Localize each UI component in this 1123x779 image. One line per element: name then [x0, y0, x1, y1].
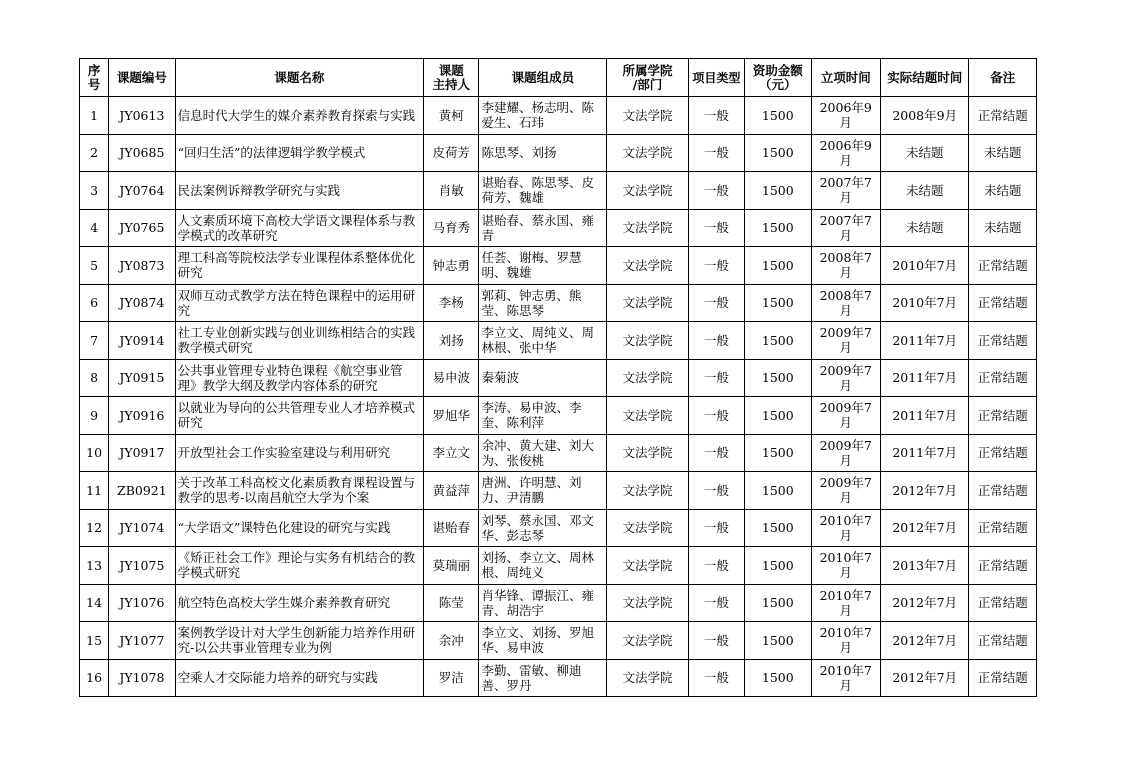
cell-amount: 1500	[745, 359, 811, 397]
cell-type: 一般	[688, 209, 744, 247]
table-row	[80, 472, 1037, 510]
cell-type: 一般	[688, 134, 744, 172]
table-row	[80, 134, 1037, 172]
cell-dept: 文法学院	[607, 622, 689, 660]
cell-amount: 1500	[745, 322, 811, 360]
cell-amount: 1500	[745, 134, 811, 172]
cell-amount: 1500	[745, 247, 811, 285]
cell-members	[479, 509, 607, 547]
cell-type: 一般	[688, 247, 744, 285]
cell-name	[175, 247, 424, 285]
cell-type: 一般	[688, 172, 744, 210]
cell-dept: 文法学院	[607, 547, 689, 585]
cell-members	[479, 134, 607, 172]
cell-note: 正常结题	[969, 434, 1037, 472]
cell-host: 刘扬	[424, 322, 479, 360]
cell-type: 一般	[688, 472, 744, 510]
header-seq: 序号	[80, 59, 109, 97]
project-table	[79, 58, 1037, 697]
cell-name	[175, 172, 424, 210]
cell-host: 肖敏	[424, 172, 479, 210]
cell-seq: 1	[80, 97, 109, 135]
cell-host: 余冲	[424, 622, 479, 660]
cell-end: 未结题	[880, 209, 969, 247]
cell-name-text: 开放型社会工作实验室建设与利用研究	[177, 445, 391, 461]
cell-end: 2010年7月	[880, 284, 969, 322]
cell-note: 正常结题	[969, 472, 1037, 510]
cell-host: 罗旭华	[424, 397, 479, 435]
cell-start: 2009年7月	[811, 472, 880, 510]
cell-note: 正常结题	[969, 359, 1037, 397]
cell-note: 未结题	[969, 209, 1037, 247]
cell-dept: 文法学院	[607, 397, 689, 435]
cell-dept: 文法学院	[607, 509, 689, 547]
cell-amount: 1500	[745, 434, 811, 472]
cell-code: JY0914	[109, 322, 175, 360]
cell-seq: 15	[80, 622, 109, 660]
header-amount	[745, 59, 811, 97]
table-row	[80, 397, 1037, 435]
cell-name	[175, 472, 424, 510]
cell-amount: 1500	[745, 97, 811, 135]
cell-note: 正常结题	[969, 322, 1037, 360]
cell-dept: 文法学院	[607, 284, 689, 322]
table-row	[80, 322, 1037, 360]
cell-seq: 2	[80, 134, 109, 172]
cell-host: 钟志勇	[424, 247, 479, 285]
header-dept	[607, 59, 689, 97]
cell-name	[175, 659, 424, 697]
cell-start: 2008年7月	[811, 284, 880, 322]
cell-name	[175, 584, 424, 622]
cell-code: JY0685	[109, 134, 175, 172]
cell-note: 未结题	[969, 134, 1037, 172]
cell-name	[175, 359, 424, 397]
cell-start: 2009年7月	[811, 322, 880, 360]
cell-members	[479, 472, 607, 510]
table-row	[80, 247, 1037, 285]
cell-seq: 12	[80, 509, 109, 547]
table-row	[80, 547, 1037, 585]
cell-end: 2011年7月	[880, 434, 969, 472]
cell-amount: 1500	[745, 284, 811, 322]
cell-dept: 文法学院	[607, 434, 689, 472]
cell-name-text: 社工专业创新实践与创业训练相结合的实践教学模式研究	[177, 325, 416, 356]
cell-members	[479, 659, 607, 697]
cell-start: 2006年9月	[811, 97, 880, 135]
cell-start: 2010年7月	[811, 584, 880, 622]
cell-host: 易申波	[424, 359, 479, 397]
cell-members	[479, 397, 607, 435]
cell-start: 2010年7月	[811, 509, 880, 547]
cell-code: JY1074	[109, 509, 175, 547]
cell-dept: 文法学院	[607, 659, 689, 697]
cell-seq: 10	[80, 434, 109, 472]
cell-host: 谌贻春	[424, 509, 479, 547]
table-row	[80, 584, 1037, 622]
cell-amount: 1500	[745, 397, 811, 435]
cell-type: 一般	[688, 659, 744, 697]
cell-host: 陈莹	[424, 584, 479, 622]
header-end: 实际结题时间	[880, 59, 969, 97]
cell-end: 2011年7月	[880, 397, 969, 435]
cell-note: 正常结题	[969, 247, 1037, 285]
cell-dept: 文法学院	[607, 172, 689, 210]
header-row	[80, 59, 1037, 97]
cell-type: 一般	[688, 584, 744, 622]
cell-seq: 16	[80, 659, 109, 697]
cell-dept: 文法学院	[607, 209, 689, 247]
cell-members-text: 谌贻春、蔡永国、雍青	[481, 212, 594, 243]
cell-host: 皮荷芳	[424, 134, 479, 172]
header-dept-line1: 所属学院	[622, 62, 673, 78]
cell-host: 莫瑞丽	[424, 547, 479, 585]
header-dept-line2: /部门	[632, 76, 663, 92]
cell-type: 一般	[688, 359, 744, 397]
header-members: 课题组成员	[479, 59, 607, 97]
cell-type: 一般	[688, 397, 744, 435]
cell-members-text: 陈思琴、刘扬	[481, 145, 557, 161]
cell-type: 一般	[688, 322, 744, 360]
cell-dept: 文法学院	[607, 322, 689, 360]
cell-members-text: 李立文、周纯义、周林根、张中华	[481, 325, 594, 356]
cell-type: 一般	[688, 622, 744, 660]
cell-note: 正常结题	[969, 547, 1037, 585]
cell-amount: 1500	[745, 547, 811, 585]
cell-type: 一般	[688, 97, 744, 135]
cell-start: 2009年7月	[811, 434, 880, 472]
cell-type: 一般	[688, 434, 744, 472]
cell-name-text: 以就业为导向的公共管理专业人才培养模式研究	[177, 400, 416, 431]
cell-name	[175, 547, 424, 585]
cell-amount: 1500	[745, 472, 811, 510]
cell-name-text: “回归生活”的法律逻辑学教学模式	[177, 145, 366, 161]
cell-name	[175, 284, 424, 322]
cell-members	[479, 284, 607, 322]
cell-members	[479, 97, 607, 135]
cell-members-text: 余冲、黄大建、刘大为、张俊桃	[481, 437, 594, 468]
cell-end: 2012年7月	[880, 659, 969, 697]
cell-seq: 9	[80, 397, 109, 435]
cell-name-text: 航空特色高校大学生媒介素养教育研究	[177, 595, 391, 611]
cell-code: JY0613	[109, 97, 175, 135]
cell-seq: 14	[80, 584, 109, 622]
header-type: 项目类型	[688, 59, 744, 97]
header-start: 立项时间	[811, 59, 880, 97]
cell-code: JY1075	[109, 547, 175, 585]
cell-start: 2008年7月	[811, 247, 880, 285]
header-host-line1: 课题	[438, 62, 464, 78]
cell-members	[479, 622, 607, 660]
cell-members	[479, 172, 607, 210]
cell-name-text: 信息时代大学生的媒介素养教育探索与实践	[177, 107, 416, 123]
header-code: 课题编号	[109, 59, 175, 97]
cell-members	[479, 584, 607, 622]
cell-amount: 1500	[745, 172, 811, 210]
cell-note: 正常结题	[969, 622, 1037, 660]
cell-members-text: 刘琴、蔡永国、邓文华、彭志琴	[481, 512, 594, 543]
header-host	[424, 59, 479, 97]
cell-members-text: 李立文、刘扬、罗旭华、易申波	[481, 625, 594, 656]
cell-start: 2007年7月	[811, 172, 880, 210]
cell-amount: 1500	[745, 622, 811, 660]
cell-name-text: 理工科高等院校法学专业课程体系整体优化研究	[177, 250, 416, 281]
cell-end: 2012年7月	[880, 622, 969, 660]
cell-name-text: 民法案例诉辩教学研究与实践	[177, 182, 341, 198]
cell-members	[479, 247, 607, 285]
cell-start: 2010年7月	[811, 622, 880, 660]
cell-members-text: 秦菊波	[481, 370, 519, 386]
cell-members-text: 刘扬、李立文、周林根、周纯义	[481, 550, 594, 581]
header-note: 备注	[969, 59, 1037, 97]
cell-code: JY0916	[109, 397, 175, 435]
header-host-line2: 主持人	[432, 76, 471, 92]
cell-end: 未结题	[880, 134, 969, 172]
cell-code: JY0873	[109, 247, 175, 285]
cell-note: 正常结题	[969, 284, 1037, 322]
cell-seq: 8	[80, 359, 109, 397]
cell-note: 正常结题	[969, 584, 1037, 622]
cell-amount: 1500	[745, 584, 811, 622]
table-row	[80, 97, 1037, 135]
cell-end: 2012年7月	[880, 584, 969, 622]
cell-code: JY0874	[109, 284, 175, 322]
cell-start: 2007年7月	[811, 209, 880, 247]
cell-end: 2013年7月	[880, 547, 969, 585]
cell-name	[175, 509, 424, 547]
cell-name	[175, 397, 424, 435]
cell-amount: 1500	[745, 509, 811, 547]
cell-name-text: 案例教学设计对大学生创新能力培养作用研究-以公共事业管理专业为例	[177, 625, 416, 656]
cell-dept: 文法学院	[607, 134, 689, 172]
header-amount-line2: （元）	[759, 76, 797, 92]
cell-members-text: 谌贻春、陈思琴、皮荷芳、魏雄	[481, 175, 594, 206]
cell-seq: 5	[80, 247, 109, 285]
cell-start: 2010年7月	[811, 659, 880, 697]
cell-members	[479, 322, 607, 360]
cell-type: 一般	[688, 509, 744, 547]
cell-type: 一般	[688, 547, 744, 585]
header-amount-line1: 资助金额	[752, 62, 803, 78]
cell-host: 黄益萍	[424, 472, 479, 510]
cell-start: 2010年7月	[811, 547, 880, 585]
cell-end: 2011年7月	[880, 359, 969, 397]
cell-name	[175, 134, 424, 172]
table-row	[80, 359, 1037, 397]
cell-members	[479, 547, 607, 585]
table-row	[80, 509, 1037, 547]
cell-end: 2012年7月	[880, 472, 969, 510]
cell-start: 2009年7月	[811, 359, 880, 397]
cell-name	[175, 97, 424, 135]
cell-code: JY1077	[109, 622, 175, 660]
cell-note: 正常结题	[969, 509, 1037, 547]
cell-seq: 7	[80, 322, 109, 360]
cell-name	[175, 322, 424, 360]
cell-dept: 文法学院	[607, 584, 689, 622]
cell-name-text: 公共事业管理专业特色课程《航空事业管理》教学大纲及教学内容体系的研究	[177, 362, 403, 393]
cell-name	[175, 622, 424, 660]
cell-end: 2008年9月	[880, 97, 969, 135]
cell-code: JY0764	[109, 172, 175, 210]
cell-members-text: 唐洲、许明慧、刘力、尹清鹏	[481, 475, 582, 506]
cell-note: 正常结题	[969, 397, 1037, 435]
cell-members	[479, 434, 607, 472]
cell-name-text: 空乘人才交际能力培养的研究与实践	[177, 670, 378, 686]
cell-note: 正常结题	[969, 97, 1037, 135]
cell-note: 正常结题	[969, 659, 1037, 697]
cell-name	[175, 209, 424, 247]
cell-host: 罗洁	[424, 659, 479, 697]
table-row	[80, 209, 1037, 247]
table-row	[80, 284, 1037, 322]
cell-start: 2009年7月	[811, 397, 880, 435]
cell-name-text: 双师互动式教学方法在特色课程中的运用研究	[177, 287, 416, 318]
cell-members-text: 李勤、雷敏、柳迪善、罗丹	[481, 662, 582, 693]
cell-dept: 文法学院	[607, 359, 689, 397]
cell-name-text: 《矫正社会工作》理论与实务有机结合的教学模式研究	[177, 550, 416, 581]
cell-members-text: 任荟、谢梅、罗慧明、魏雄	[481, 250, 582, 281]
table-row	[80, 434, 1037, 472]
cell-host: 马育秀	[424, 209, 479, 247]
cell-code: JY1078	[109, 659, 175, 697]
cell-members-text: 李涛、易申波、李奎、陈利萍	[481, 400, 582, 431]
cell-name-text: 人文素质环境下高校大学语文课程体系与教学模式的改革研究	[177, 212, 416, 243]
table-row	[80, 659, 1037, 697]
cell-members	[479, 359, 607, 397]
cell-end: 2012年7月	[880, 509, 969, 547]
cell-start: 2006年9月	[811, 134, 880, 172]
cell-code: JY0765	[109, 209, 175, 247]
cell-name-text: 关于改革工科高校文化素质教育课程设置与教学的思考-以南昌航空大学为个案	[177, 475, 416, 506]
cell-members-text: 郭莉、钟志勇、熊莹、陈思琴	[481, 287, 582, 318]
cell-name	[175, 434, 424, 472]
cell-end: 2011年7月	[880, 322, 969, 360]
header-name: 课题名称	[175, 59, 424, 97]
cell-dept: 文法学院	[607, 247, 689, 285]
cell-members-text: 李建耀、杨志明、陈爱生、石玮	[481, 100, 594, 131]
cell-host: 黄柯	[424, 97, 479, 135]
table-row	[80, 622, 1037, 660]
cell-end: 未结题	[880, 172, 969, 210]
cell-seq: 4	[80, 209, 109, 247]
cell-seq: 13	[80, 547, 109, 585]
cell-code: JY0915	[109, 359, 175, 397]
cell-type: 一般	[688, 284, 744, 322]
cell-amount: 1500	[745, 659, 811, 697]
cell-note: 未结题	[969, 172, 1037, 210]
cell-seq: 3	[80, 172, 109, 210]
cell-members	[479, 209, 607, 247]
cell-host: 李立文	[424, 434, 479, 472]
cell-end: 2010年7月	[880, 247, 969, 285]
cell-host: 李杨	[424, 284, 479, 322]
cell-members-text: 肖华锋、谭振江、雍青、胡浩宇	[481, 587, 594, 618]
cell-seq: 11	[80, 472, 109, 510]
cell-code: ZB0921	[109, 472, 175, 510]
cell-code: JY0917	[109, 434, 175, 472]
cell-amount: 1500	[745, 209, 811, 247]
cell-dept: 文法学院	[607, 472, 689, 510]
cell-code: JY1076	[109, 584, 175, 622]
table-row	[80, 172, 1037, 210]
cell-name-text: “大学语文”课特色化建设的研究与实践	[177, 520, 391, 536]
cell-seq: 6	[80, 284, 109, 322]
cell-dept: 文法学院	[607, 97, 689, 135]
